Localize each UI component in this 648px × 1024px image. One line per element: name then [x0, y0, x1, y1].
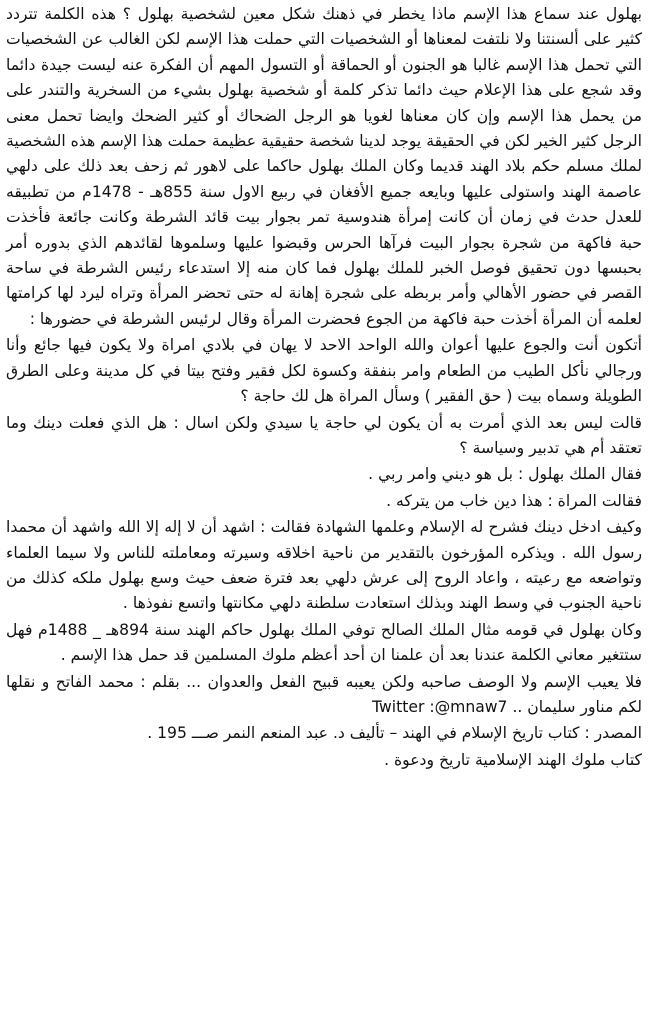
- article-paragraph-source: المصدر : كتاب تاريخ الإسلام في الهند – تأليف د. عبد المنعم النمر صـــ 195 .: [147, 724, 642, 743]
- article-paragraph-king-speech: أتكون أنت والجوع عليها أعوان والله الواحد الاحد لا يهان في بلادي امراة ولا يكون فيها جائع وأنا ورجالي نأكل الطيب من الطعام وامر بنفقة وكسوة لكل فقير وفتح بيتا في كل مدينة وعلى الطرق الطويلة وسماه بيت ( حق الفقير ) وسأل المراة هل لك حاجة ؟: [6, 336, 642, 406]
- article-paragraph-king-answer: فقال الملك بهلول : بل هو ديني وامر ربي .: [368, 465, 642, 484]
- article-paragraph-conversion: وكيف ادخل دينك فشرح له الإسلام وعلمها الشهادة فقالت : اشهد أن لا إله إلا الله واشهد أن محمدا رسول الله . ويذكره المؤرخون بالتقدير من ناحية اخلاقه وسيرته ومعاملته للناس ولا سيما العلماء وتواضعه مع رعيته ، واعاد الروح إلى عرش دلهي بعد فترة ضعف حيث وسع بهلول ملكه كذلك من ناحية الجنوب في وسط الهند وبذلك استعادت سلطنة دلهي مكانتها واتسع نفوذها .: [6, 518, 642, 613]
- article-paragraph-woman-question: قالت ليس بعد الذي أمرت به أن يكون لي حاجة يا سيدي ولكن اسال : هل الذي فعلت دينك وما تعتقد أم هي تدبير وسياسة ؟: [6, 413, 642, 457]
- article-paragraph-woman-reply: فقالت المراة : هذا دين خاب من يتركه .: [386, 491, 642, 510]
- article-paragraph-intro: بهلول عند سماع هذا الإسم ماذا يخطر في ذهنك شكل معين لشخصية بهلول ؟ هذه الكلمة تتردد كثير على ألسنتنا ولا نلتفت لمعناها أو الشخصيات التي حملت هذا الإسم لكن الغالب عن الشخصيات التي تحمل هذا الإسم غالبا هو الجنون أو الحماقة أو التسول المهم أن الفكرة عنه ليست جيدة دائما وقد شجع على هذا الإعلام حيث دائما تذكر كلمة أو شخصية بهلول بشيء من السخرية والتندر على من يحمل هذا الإسم وإن كان معناها لغويا هو الرجل الضحاك أو كثير الضحك وايضا تحمل معنى الرجل كثير الخير لكن في الحقيقة يوجد لدينا شخصة حقيقية عظيمة حملت هذا الإسم هذه الشخصية لملك مسلم حكم بلاد الهند قديما وكان الملك بهلول حاكما على لاهور ثم زحف بعد ذلك على دلهي عاصمة الهند واستولى عليها وبايعه جميع الأفغان في ربيع الاول سنة 855هـ - 1478م من تطبيقه للعدل حدث في زمان أن كانت إمرأة هندوسية تمر بجوار بيت قائد الشرطة وكانت جائعة فأخذت حبة فاكهة من شجرة بجوار البيت فرآها الحرس وقبضوا عليها وسلموها لقائدهم الذي بدوره أمر بحبسها دون تحقيق فوصل الخبر للملك بهلول فما كان منه إلا استدعاء رئيس الشرطة في ساحة القصر في حضور الأهالي وأمر بربطه على شجرة إهانة له حتى تحضر المرأة وتراه ليرد لها كرامتها لعلمه أن المرأة أخذت حبة فاكهة من الجوع فحضرت المرأة وقال لرئيس الشرطة في حضورها :: [6, 5, 642, 328]
- article-paragraph-death: وكان بهلول في قومه مثال الملك الصالح توفي الملك بهلول حاكم الهند سنة 894هـ _ 1488م فهل ستتغير معاني الكلمة عندنا بعد أن علمنا ان أحد أعظم ملوك المسلمين قد حمل هذا الإسم .: [6, 620, 642, 665]
- article-paragraph-source-book: كتاب ملوك الهند الإسلامية تاريخ ودعوة .: [384, 750, 642, 769]
- article-paragraph-author: فلا يعيب الإسم ولا الوصف صاحبه ولكن يعيبه قبيح الفعل والعدوان ... بقلم : محمد الفاتح و نقلها لكم مناور سليمان .. Twitter :@mnaw7: [6, 672, 642, 716]
